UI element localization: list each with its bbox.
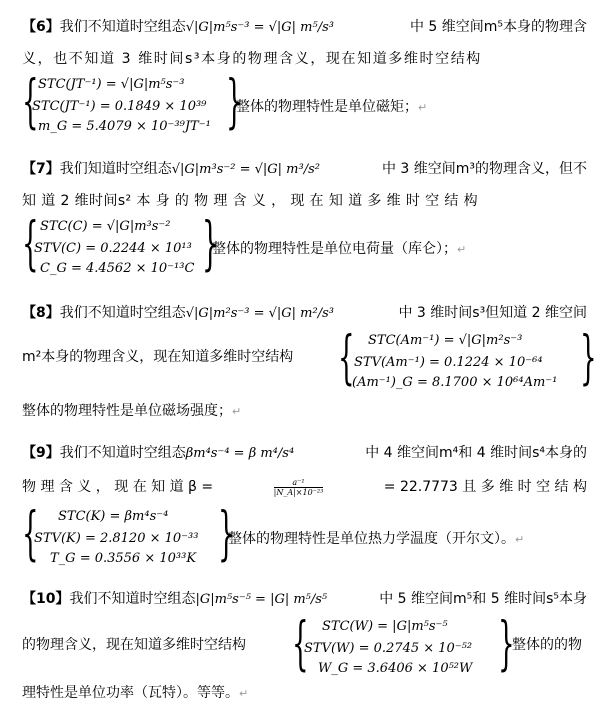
- section-6-eq-1: STC(JT⁻¹) = √|G|m⁵s⁻³: [38, 77, 185, 92]
- section-7-eq-1: STC(C) = √|G|m³s⁻²: [40, 219, 171, 234]
- section-9-label: 【9】: [22, 445, 60, 461]
- section-6-tail-line: [236, 98, 427, 117]
- section-7-line-1: [22, 160, 587, 179]
- section-9-line-2a: 物 理 含 义 ， 现 在 知 道 β =: [22, 479, 214, 495]
- section-10-line-2: 的物理含义，现在知道多维时空结构: [22, 637, 246, 653]
- section-7-label: 【7】: [22, 161, 60, 177]
- section-6-middle: 中 5 维空间m⁵本身的物理含: [409, 19, 587, 35]
- return-mark: ↵: [457, 243, 467, 256]
- section-9-intro: 我们不知道时空组态: [59, 445, 186, 461]
- section-7-tail: 整体的物理特性是单位电荷量（库仑）；: [212, 241, 457, 257]
- section-10-right-brace: }: [498, 609, 515, 677]
- section-10-eq-2: STV(W) = 0.2745 × 10⁻⁵²: [304, 641, 473, 656]
- section-10-eq-1: STC(W) = |G|m⁵s⁻⁵: [322, 619, 448, 634]
- return-mark: ↵: [515, 533, 525, 546]
- section-8-eq-1: STC(Am⁻¹) = √|G|m²s⁻³: [368, 333, 523, 348]
- section-7-line-2: 知 道 2 维时间s² 本 身 的 物 理 含 义 ， 现 在 知 道 多 维 时 空 结 构: [22, 193, 479, 209]
- section-9-formula: βm⁴s⁻⁴ = β m⁴/s⁴: [185, 446, 295, 461]
- section-8-tail: 整体的物理特性是单位磁场强度；: [22, 403, 232, 419]
- section-8-line-2: m²本身的物理含义，现在知道多维时空结构: [22, 349, 294, 365]
- section-9-fraction-denominator: |N_A|×10⁻²³: [273, 488, 324, 497]
- section-6-line-1: [22, 18, 587, 37]
- section-6-eq-2: STC(JT⁻¹) = 0.1849 × 10³⁹: [32, 99, 207, 114]
- section-10-left-brace: {: [292, 609, 309, 677]
- section-9-beta-fraction: [274, 478, 324, 497]
- section-9-fraction-numerator: a⁻¹: [274, 478, 324, 488]
- section-6-label: 【6】: [22, 19, 60, 35]
- section-6-tail: 整体的物理特性是单位磁矩；: [236, 99, 418, 115]
- return-mark: ↵: [239, 687, 249, 700]
- section-6-line-2: 义，也不知道 3 维时间s³本身的物理含义，现在知道多维时空结构: [22, 51, 482, 67]
- section-9-tail: 整体的物理特性是单位热力学温度（开尔文）。: [228, 531, 515, 547]
- section-10-line-3-text: 理特性是单位功率（瓦特）。等等。: [22, 685, 239, 701]
- section-8-label: 【8】: [22, 305, 60, 321]
- section-10-middle: 中 5 维空间m⁵和 5 维时间s⁵本身: [379, 591, 587, 607]
- section-7-eq-2: STV(C) = 0.2244 × 10¹³: [34, 241, 192, 256]
- section-9-tail-line: [228, 530, 524, 549]
- section-10-formula: |G|m⁵s⁻⁵ = |G| m⁵/s⁵: [195, 592, 328, 607]
- section-7-left-brace: {: [22, 209, 39, 277]
- section-10-line-1: [22, 590, 587, 609]
- section-8-eq-2: STV(Am⁻¹) = 0.1224 × 10⁻⁶⁴: [354, 355, 543, 370]
- section-8-left-brace: {: [338, 323, 355, 391]
- section-9-line-2: [22, 478, 587, 497]
- section-8-formula: √|G|m²s⁻³ = √|G| m²/s³: [185, 306, 334, 321]
- section-10-eq-3: W_G = 3.6406 × 10⁵²W: [318, 661, 473, 676]
- section-6-eq-3: m_G = 5.4079 × 10⁻³⁹JT⁻¹: [38, 119, 211, 134]
- section-6-left-brace: {: [22, 67, 39, 135]
- section-8-line-1: [22, 304, 587, 323]
- section-9: [22, 444, 587, 574]
- section-8-eq-3: (Am⁻¹)_G = 8.1700 × 10⁶⁴Am⁻¹: [352, 375, 558, 390]
- section-10-label: 【10】: [22, 591, 70, 607]
- return-mark: ↵: [418, 101, 428, 114]
- section-8-tail-line: [22, 402, 241, 421]
- section-10-line-3: [22, 684, 248, 703]
- section-6-formula: √|G|m⁵s⁻³ = √|G| m⁵/s³: [185, 20, 334, 35]
- return-mark: ↵: [232, 405, 242, 418]
- section-9-right-brace: }: [218, 499, 235, 567]
- section-8-intro: 我们不知道时空组态: [59, 305, 186, 321]
- section-7-right-brace: }: [202, 209, 219, 277]
- section-9-eq-1: STC(K) = βm⁴s⁻⁴: [58, 509, 169, 524]
- section-6: [22, 18, 587, 140]
- section-9-left-brace: {: [22, 499, 39, 567]
- section-9-line-1: [22, 444, 587, 463]
- section-10-intro: 我们不知道时空组态: [69, 591, 196, 607]
- section-6-intro: 我们不知道时空组态: [59, 19, 186, 35]
- section-6-right-brace: }: [226, 67, 243, 135]
- section-7-intro: 我们知道时空组态: [59, 161, 172, 177]
- section-8: [22, 304, 597, 422]
- section-9-middle: 中 4 维空间m⁴和 4 维时间s⁴本身的: [365, 445, 587, 461]
- section-7: [22, 160, 587, 284]
- section-7-eq-3: C_G = 4.4562 × 10⁻¹³C: [40, 261, 195, 276]
- section-7-tail-line: [212, 240, 466, 259]
- section-8-middle: 中 3 维时间s³但知道 2 维空间: [398, 305, 587, 321]
- section-9-line-2b: = 22.7773 且 多 维 时 空 结 构: [383, 479, 587, 495]
- section-8-right-brace: }: [580, 323, 597, 391]
- section-10: [22, 590, 587, 708]
- section-9-eq-3: T_G = 0.3556 × 10³³K: [50, 551, 197, 566]
- section-7-middle: 中 3 维空间m³的物理含义，但不: [381, 161, 587, 177]
- section-9-eq-2: STV(K) = 2.8120 × 10⁻³³: [34, 531, 199, 546]
- section-7-formula: √|G|m³s⁻² = √|G| m³/s²: [171, 162, 320, 177]
- section-10-tail: 整体的的物: [512, 637, 582, 653]
